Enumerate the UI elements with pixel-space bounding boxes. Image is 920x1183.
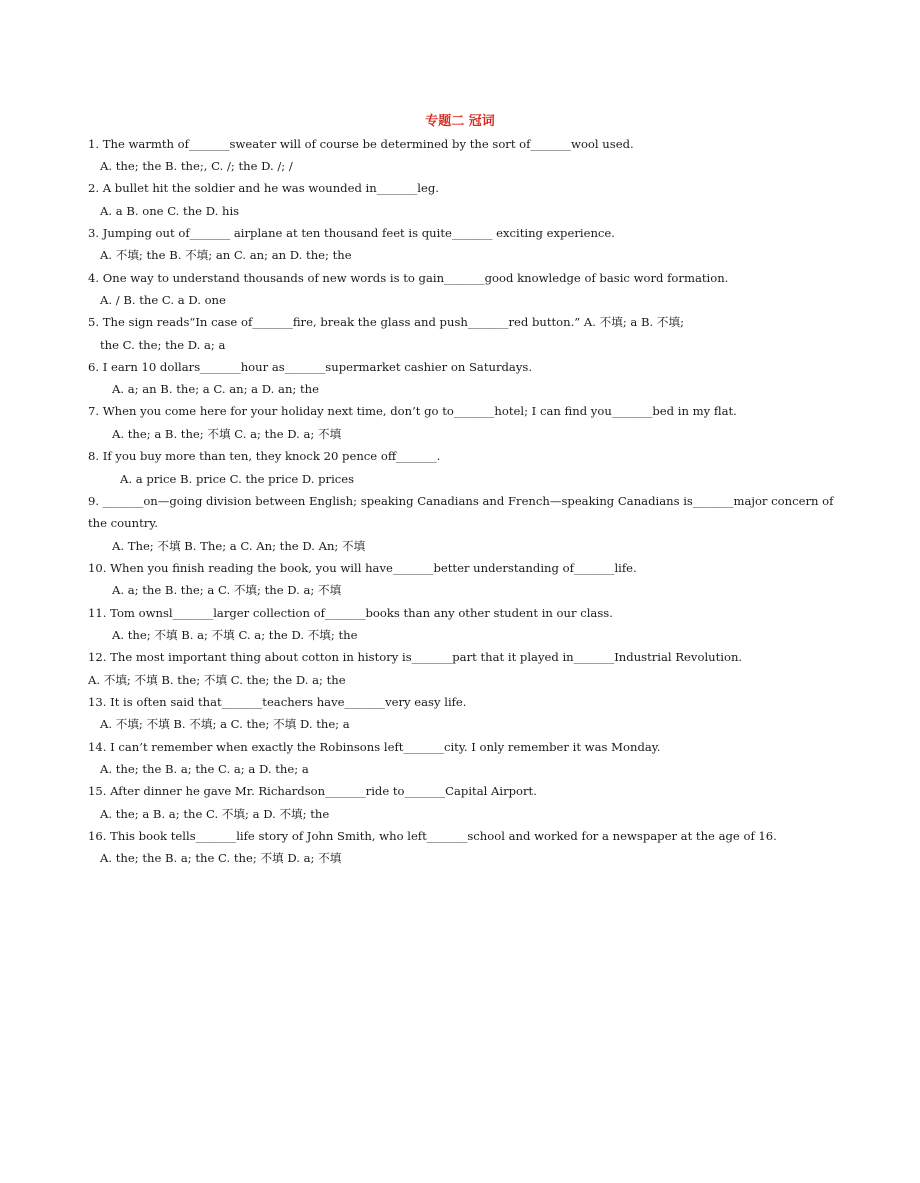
question-7: 7. When you come here for your holiday next time, don’t go to_______hotel; I can find you_______bed in my flat.: [88, 404, 737, 418]
question-9-options: A. The; 不填 B. The; a C. An; the D. An; 不填: [112, 539, 366, 553]
question-12: 12. The most important thing about cotton in history is_______part that it played in_______Industrial Revolution.: [88, 650, 743, 664]
question-13: 13. It is often said that_______teachers have_______very easy life.: [88, 695, 467, 709]
question-4-options: A. / B. the C. a D. one: [100, 293, 226, 307]
question-16: 16. This book tells_______life story of John Smith, who left_______school and worked for a newspaper at the age of 16.: [88, 829, 777, 843]
question-2-options: A. a B. one C. the D. his: [100, 204, 240, 218]
question-14-options: A. the; the B. a; the C. a; a D. the; a: [100, 762, 309, 776]
question-16-options: A. the; the B. a; the C. the; 不填 D. a; 不填: [100, 851, 342, 865]
question-9-continued: the country.: [88, 516, 158, 530]
question-15: 15. After dinner he gave Mr. Richardson_______ride to_______Capital Airport.: [88, 784, 537, 798]
question-15-options: A. the; a B. a; the C. 不填; a D. 不填; the: [100, 807, 330, 821]
question-10-options: A. a; the B. the; a C. 不填; the D. a; 不填: [112, 583, 342, 597]
question-13-options: A. 不填; 不填 B. 不填; a C. the; 不填 D. the; a: [100, 717, 350, 731]
question-5: 5. The sign reads“In case of_______fire, break the glass and push_______red button.” A. 不填; a B. 不填;: [88, 315, 685, 329]
question-11: 11. Tom ownsl_______larger collection of_______books than any other student in our class.: [88, 606, 613, 620]
question-14: 14. I can’t remember when exactly the Robinsons left_______city. I only remember it was Monday.: [88, 740, 661, 754]
question-2: 2. A bullet hit the soldier and he was wounded in_______leg.: [88, 181, 439, 195]
question-11-options: A. the; 不填 B. a; 不填 C. a; the D. 不填; the: [112, 628, 358, 642]
question-8: 8. If you buy more than ten, they knock 20 pence off_______.: [88, 449, 441, 463]
question-9: 9. _______on—going division between English; speaking Canadians and French—speaking Canadians is_______major concern of: [88, 494, 834, 508]
page-title: 专题二 冠词: [425, 114, 495, 129]
question-1-options: A. the; the B. the;, C. /; the D. /; /: [100, 159, 293, 173]
question-7-options: A. the; a B. the; 不填 C. a; the D. a; 不填: [112, 427, 342, 441]
question-4: 4. One way to understand thousands of new words is to gain_______good knowledge of basic word formation.: [88, 271, 729, 285]
question-3: 3. Jumping out of_______ airplane at ten thousand feet is quite_______ exciting experience.: [88, 226, 615, 240]
question-10: 10. When you finish reading the book, you will have_______better understanding of_______life.: [88, 561, 637, 575]
question-1: 1. The warmth of_______sweater will of course be determined by the sort of_______wool used.: [88, 137, 634, 151]
question-3-options: A. 不填; the B. 不填; an C. an; an D. the; the: [100, 248, 352, 262]
question-6-options: A. a; an B. the; a C. an; a D. an; the: [112, 382, 319, 396]
question-8-options: A. a price B. price C. the price D. prices: [120, 472, 355, 486]
question-12-options: A. 不填; 不填 B. the; 不填 C. the; the D. a; the: [88, 673, 346, 687]
question-6: 6. I earn 10 dollars_______hour as_______supermarket cashier on Saturdays.: [88, 360, 533, 374]
question-5-options: the C. the; the D. a; a: [100, 338, 226, 352]
